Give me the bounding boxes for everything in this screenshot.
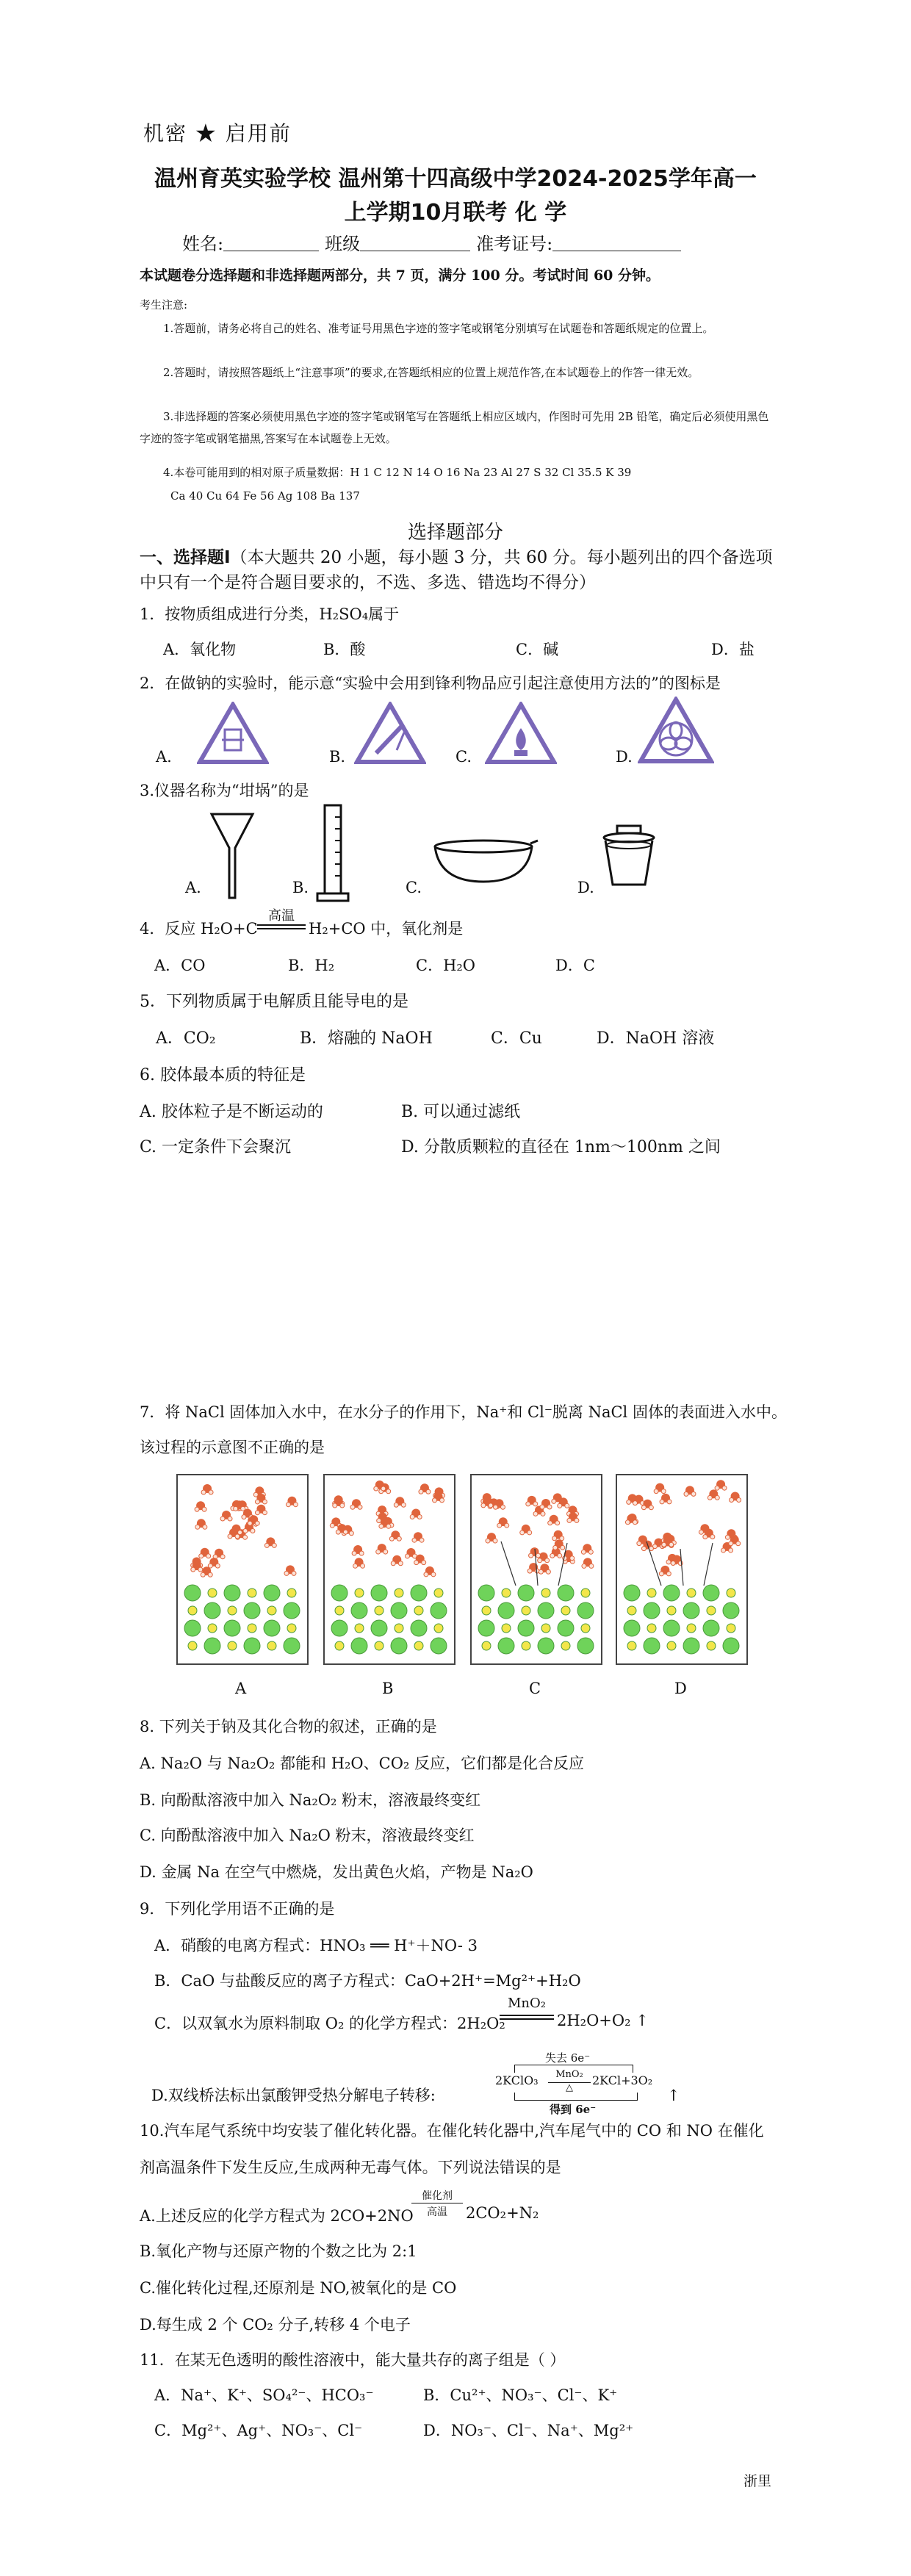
q10-option-c[interactable]: C.催化转化过程,还原剂是 NO,被氧化的是 CO — [140, 2279, 457, 2297]
q7-label-c: C — [529, 1680, 541, 1697]
water-molecule — [350, 1499, 362, 1509]
chloride-ion — [683, 1638, 699, 1654]
water-molecule — [376, 1544, 388, 1554]
chloride-ion — [498, 1602, 514, 1619]
section-title: 选择题部分 — [407, 522, 503, 544]
lower-bridge — [514, 2093, 638, 2101]
electron-gained-label: 得到 6e⁻ — [550, 2103, 597, 2116]
q4-reaction-arrow — [257, 924, 306, 926]
double-bridge-diagram — [494, 2050, 663, 2120]
sodium-ion — [561, 1606, 570, 1615]
page-footer: 浙里 — [743, 2473, 771, 2489]
chloride-ion — [538, 1602, 554, 1619]
sodium-ion — [375, 1606, 384, 1615]
chloride-ion — [331, 1585, 348, 1601]
water-molecule — [352, 1545, 364, 1555]
knife-icon — [354, 702, 426, 765]
dissolution-diagram — [325, 1475, 454, 1663]
water-molecule — [553, 1539, 565, 1550]
q7-diagram-d[interactable] — [616, 1474, 748, 1665]
water-molecule — [419, 1483, 431, 1494]
part-description: （本大题共 20 小题，每小题 3 分，共 60 分。每小题列出的四个备选项中只有一个是符合题目要求的，不选、多选、错选均不得分） — [140, 548, 773, 592]
sodium-ion — [395, 1624, 403, 1633]
q9-stem: 9．下列化学用语不正确的是 — [140, 1900, 335, 1918]
q9-c-eq-line2 — [500, 2018, 554, 2020]
dissolution-diagram — [178, 1475, 307, 1663]
q4-reaction-arrow2 — [257, 928, 306, 929]
water-molecule — [405, 1548, 417, 1558]
sodium-ion — [188, 1641, 197, 1650]
q4-option-c[interactable]: C．H₂O — [416, 957, 476, 974]
confidential-label: 机密 ★ 启用前 — [143, 121, 292, 145]
name-label: 姓名: — [182, 234, 224, 254]
chloride-ion — [624, 1585, 640, 1601]
chloride-ion — [264, 1585, 280, 1601]
chloride-ion — [703, 1620, 719, 1636]
chloride-ion — [264, 1620, 280, 1636]
q3-option-b[interactable]: B. — [292, 879, 309, 896]
electron-lost-label: 失去 6e⁻ — [545, 2051, 591, 2065]
chloride-ion — [411, 1620, 427, 1636]
water-molecule — [707, 1489, 719, 1500]
water-molecule — [552, 1530, 564, 1541]
part-label: 一、选择题Ⅰ — [140, 548, 231, 567]
sodium-ion — [727, 1589, 735, 1597]
chloride-ion — [518, 1585, 534, 1601]
sodium-ion — [287, 1624, 296, 1633]
q2-option-a[interactable]: A. — [156, 748, 172, 766]
chloride-ion — [577, 1638, 594, 1654]
chloride-ion — [663, 1620, 680, 1636]
q1-stem: 1．按物质组成进行分类，H₂SO₄属于 — [140, 605, 400, 623]
chloride-ion — [204, 1602, 220, 1619]
q5-stem: 5．下列物质属于电解质且能导电的是 — [140, 993, 408, 1011]
sodium-ion — [707, 1641, 716, 1650]
dissolution-diagram — [472, 1475, 601, 1663]
sodium-ion — [335, 1606, 344, 1615]
water-molecule — [374, 1481, 386, 1491]
water-molecule — [199, 1548, 211, 1558]
chloride-ion — [371, 1620, 387, 1636]
q1-option-c[interactable]: C．碱 — [516, 641, 559, 658]
q7-diagram-c[interactable] — [470, 1474, 602, 1665]
attraction-arrow — [501, 1541, 516, 1586]
water-molecule — [208, 1558, 220, 1568]
q6-option-b[interactable]: B. 可以通过滤纸 — [401, 1103, 521, 1121]
chloride-ion — [558, 1585, 574, 1601]
q2-stem: 2．在做钠的实验时，能示意“实验中会用到锋利物品应引起注意使用方法的”的图标是 — [140, 674, 721, 692]
note-1: 1.答题前，请务必将自己的姓名、准考证号用黑色字迹的签字笔或钢笔分别填写在试题卷和答题纸规定的位置上。 — [163, 322, 714, 335]
water-molecule — [220, 1511, 232, 1521]
q3-option-a[interactable]: A. — [185, 879, 201, 896]
sodium-ion — [667, 1641, 676, 1650]
water-molecule — [654, 1483, 666, 1494]
water-molecule — [684, 1486, 696, 1496]
q4-option-d[interactable]: D．C — [555, 957, 595, 974]
water-molecule — [213, 1549, 225, 1559]
water-molecule — [394, 1497, 406, 1507]
sodium-ion — [228, 1641, 237, 1650]
water-molecule — [581, 1544, 593, 1554]
d-heat: △ — [566, 2082, 573, 2093]
water-molecule — [527, 1563, 539, 1573]
sodium-ion — [188, 1606, 197, 1615]
q7-diagram-b[interactable] — [323, 1474, 455, 1665]
q6-option-d[interactable]: D. 分散质颗粒的直径在 1nm～100nm 之间 — [401, 1138, 721, 1156]
q5-option-d[interactable]: D．NaOH 溶液 — [597, 1029, 715, 1048]
eq-left: 2KClO₃ — [495, 2073, 539, 2087]
q6-option-c[interactable]: C. 一定条件下会聚沉 — [140, 1138, 292, 1156]
chloride-ion — [624, 1620, 640, 1636]
q8-option-a[interactable]: A. Na₂O 与 Na₂O₂ 都能和 H₂O、CO₂ 反应，它们都是化合反应 — [140, 1755, 585, 1772]
sodium-ion — [707, 1606, 716, 1615]
chloride-ion — [244, 1602, 260, 1619]
q9-c-eq-line1 — [500, 2015, 554, 2016]
q9-option-a[interactable]: A．硝酸的电离方程式：HNO₃ ══ H⁺＋NO- 3 — [154, 1937, 478, 1954]
chloride-ion — [284, 1602, 300, 1619]
q4-stem-pre: 4．反应 H₂O+C — [140, 920, 258, 938]
exam-summary: 本试题卷分选择题和非选择题两部分，共 7 页，满分 100 分。考试时间 60 分钟。 — [140, 267, 660, 284]
water-molecule — [195, 1519, 207, 1529]
page-title-line1: 温州育英实验学校 温州第十四高级中学2024-2025学年高一 — [154, 166, 757, 192]
attraction-arrow — [704, 1543, 713, 1586]
sodium-ion — [541, 1624, 550, 1633]
sodium-ion — [627, 1606, 636, 1615]
chloride-ion — [284, 1638, 300, 1654]
q9-option-c-pre[interactable]: C．以双氧水为原料制取 O₂ 的化学方程式：2H₂O₂ — [154, 2015, 505, 2032]
q1-option-a[interactable]: A．氧化物 — [163, 641, 237, 658]
q3-option-c[interactable]: C. — [406, 879, 422, 896]
q10-option-a-pre[interactable]: A.上述反应的化学方程式为 2CO+2NO — [140, 2207, 414, 2225]
class-label: 班级 — [325, 234, 361, 254]
q5-option-c[interactable]: C．Cu — [491, 1029, 542, 1048]
q3-stem: 3.仪器名称为“坩埚”的是 — [140, 782, 309, 799]
sodium-ion — [414, 1641, 423, 1650]
water-molecule — [548, 1515, 560, 1525]
water-molecule — [424, 1566, 436, 1577]
sodium-ion — [355, 1624, 364, 1633]
q11-option-c[interactable]: C．Mg²⁺、Ag⁺、NO₃⁻、Cl⁻ — [154, 2422, 363, 2439]
chloride-ion — [478, 1585, 494, 1601]
eq-right: 2KCl+3O₂ — [592, 2073, 653, 2087]
student-info-fields — [182, 229, 687, 255]
chloride-ion — [224, 1585, 240, 1601]
q4-stem-post: H₂+CO 中，氧化剂是 — [309, 920, 464, 938]
chloride-ion — [184, 1620, 201, 1636]
q8-option-b[interactable]: B. 向酚酞溶液中加入 Na₂O₂ 粉末，溶液最终变红 — [140, 1791, 481, 1809]
sodium-ion — [541, 1589, 550, 1597]
exam-no-label: 准考证号: — [476, 234, 553, 254]
q8-stem: 8. 下列关于钠及其化合物的叙述，正确的是 — [140, 1718, 437, 1735]
sodium-ion — [228, 1606, 237, 1615]
water-molecule — [486, 1533, 497, 1543]
q7-label-d: D — [674, 1680, 687, 1697]
sodium-ion — [647, 1589, 656, 1597]
sodium-ion — [335, 1641, 344, 1650]
note-2: 2.答题时，请按照答题纸上“注意事项”的要求,在答题纸相应的位置上规范作答,在本试题卷上的作答一律无效。 — [163, 366, 699, 379]
chloride-ion — [351, 1638, 367, 1654]
q7-stem-line1: 7．将 NaCl 固体加入水中，在水分子的作用下，Na⁺和 Cl⁻脱离 NaCl 固体的表面进入水中。 — [140, 1403, 787, 1421]
sodium-ion — [395, 1589, 403, 1597]
water-molecule — [353, 1558, 365, 1568]
q10-option-b[interactable]: B.氧化产物与还原产物的个数之比为 2:1 — [140, 2242, 417, 2260]
chloride-ion — [478, 1620, 494, 1636]
chloride-ion — [577, 1602, 594, 1619]
q10-a-catalyst: 催化剂 — [422, 2190, 453, 2202]
sodium-ion — [434, 1589, 443, 1597]
chloride-ion — [351, 1602, 367, 1619]
part-heading — [140, 545, 786, 595]
water-molecule — [255, 1505, 267, 1515]
sodium-ion — [208, 1589, 217, 1597]
funnel-icon — [209, 811, 256, 901]
sharp-objects-icon — [197, 702, 269, 765]
chloride-ion — [538, 1638, 554, 1654]
chloride-ion — [411, 1585, 427, 1601]
crucible-icon — [599, 823, 658, 891]
flame-icon — [485, 702, 557, 765]
chloride-ion — [558, 1620, 574, 1636]
water-molecule — [412, 1532, 424, 1542]
q7-stem-line2: 该过程的示意图不正确的是 — [140, 1439, 325, 1456]
water-molecule — [540, 1499, 552, 1509]
water-molecule — [201, 1484, 213, 1494]
sodium-ion — [375, 1641, 384, 1650]
notes-heading: 考生注意: — [140, 298, 188, 312]
sodium-ion — [248, 1624, 256, 1633]
q9-option-c-post: 2H₂O+O₂ ↑ — [557, 2012, 649, 2029]
water-molecule — [660, 1494, 671, 1504]
sodium-ion — [482, 1641, 491, 1650]
q11-stem: 11．在某无色透明的酸性溶液中，能大量共存的离子组是（ ） — [140, 2351, 566, 2369]
sodium-ion — [502, 1624, 511, 1633]
water-molecule — [389, 1530, 401, 1541]
chloride-ion — [498, 1638, 514, 1654]
graduated-cylinder-icon — [314, 802, 353, 905]
sodium-ion — [414, 1606, 423, 1615]
sodium-ion — [522, 1641, 530, 1650]
q9-c-catalyst: MnO₂ — [508, 1996, 546, 2011]
q9-d-arrow: ↑ — [667, 2087, 680, 2104]
q2-option-d[interactable]: D. — [616, 748, 633, 766]
chloride-ion — [431, 1602, 447, 1619]
q5-option-b[interactable]: B．熔融的 NaOH — [300, 1029, 433, 1048]
sodium-ion — [687, 1589, 696, 1597]
q6-option-a[interactable]: A. 胶体粒子是不断运动的 — [140, 1103, 323, 1121]
chloride-ion — [644, 1602, 660, 1619]
chloride-ion — [431, 1638, 447, 1654]
water-molecule — [264, 1537, 276, 1547]
q9-option-b[interactable]: B．CaO 与盐酸反应的离子方程式：CaO+2H⁺=Mg²⁺+H₂O — [154, 1972, 581, 1990]
sodium-ion — [267, 1641, 276, 1650]
sodium-ion — [482, 1606, 491, 1615]
chloride-ion — [331, 1620, 348, 1636]
sodium-ion — [267, 1606, 276, 1615]
sodium-ion — [727, 1624, 735, 1633]
chloride-ion — [663, 1585, 680, 1601]
water-molecule — [497, 1517, 509, 1528]
sodium-ion — [581, 1589, 590, 1597]
note-3: 3.非选择题的答案必须使用黑色字迹的签字笔或钢笔写在答题纸上相应区域内，作图时可先用 2B 铅笔，确定后必须使用黑色字迹的签字笔或钢笔描黑,答案写在本试题卷上无效。 — [140, 410, 769, 445]
q11-option-a[interactable]: A．Na⁺、K⁺、SO₄²⁻、HCO₃⁻ — [154, 2386, 374, 2404]
chloride-ion — [244, 1638, 260, 1654]
chloride-ion — [723, 1638, 739, 1654]
q2-option-b[interactable]: B. — [329, 748, 346, 766]
water-molecule — [539, 1564, 550, 1574]
water-molecule — [286, 1497, 298, 1507]
q4-option-b[interactable]: B．H₂ — [288, 957, 335, 974]
chloride-ion — [723, 1602, 739, 1619]
sodium-ion — [208, 1624, 217, 1633]
chloride-ion — [204, 1638, 220, 1654]
q8-option-c[interactable]: C. 向酚酞溶液中加入 Na₂O 粉末，溶液最终变红 — [140, 1827, 475, 1844]
chloride-ion — [371, 1585, 387, 1601]
chloride-ion — [703, 1585, 719, 1601]
q9-option-d-pre[interactable]: D.双线桥法标出氯酸钾受热分解电子转移: — [151, 2087, 436, 2104]
q7-label-a: A — [235, 1680, 247, 1697]
page-title-line2: 上学期10月联考 化 学 — [344, 200, 567, 226]
exam-no-blank[interactable] — [552, 234, 681, 251]
chloride-ion — [644, 1638, 660, 1654]
water-molecule — [284, 1565, 296, 1575]
q6-stem: 6. 胶体最本质的特征是 — [140, 1066, 306, 1084]
sodium-ion — [561, 1641, 570, 1650]
q11-option-b[interactable]: B．Cu²⁺、NO₃⁻、Cl⁻、K⁺ — [423, 2386, 618, 2404]
sodium-ion — [687, 1624, 696, 1633]
sodium-ion — [502, 1589, 511, 1597]
q2-option-c[interactable]: C. — [455, 748, 472, 766]
class-blank[interactable] — [360, 234, 470, 251]
water-molecule — [582, 1558, 594, 1568]
sodium-ion — [434, 1624, 443, 1633]
q10-option-d[interactable]: D.每生成 2 个 CO₂ 分子,转移 4 个电子 — [140, 2316, 411, 2334]
attraction-arrow — [680, 1549, 683, 1586]
sodium-ion — [667, 1606, 676, 1615]
q10-stem-line1: 10.汽车尾气系统中均安装了催化转化器。在催化转化器中,汽车尾气中的 CO 和 NO 在催化 — [140, 2122, 764, 2140]
q8-option-d[interactable]: D. 金属 Na 在空气中燃烧，发出黄色火焰，产物是 Na₂O — [140, 1863, 533, 1881]
sodium-ion — [647, 1624, 656, 1633]
water-molecule — [659, 1566, 671, 1576]
d-catalyst: MnO₂ — [555, 2069, 583, 2080]
water-molecule — [195, 1501, 206, 1511]
water-molecule — [520, 1525, 532, 1535]
water-molecule — [715, 1480, 727, 1490]
water-molecule — [410, 1508, 422, 1519]
q4-option-a[interactable]: A．CO — [154, 957, 206, 974]
chloride-ion — [224, 1620, 240, 1636]
dissolution-diagram — [617, 1475, 746, 1663]
chloride-ion — [518, 1620, 534, 1636]
q3-option-d[interactable]: D. — [577, 879, 594, 896]
q10-a-condition: 高温 — [427, 2206, 447, 2218]
sodium-ion — [355, 1589, 364, 1597]
water-molecule — [526, 1496, 538, 1506]
sodium-ion — [248, 1589, 256, 1597]
chloride-ion — [184, 1585, 201, 1601]
evaporating-dish-icon — [431, 838, 541, 886]
water-molecule — [730, 1492, 741, 1502]
q7-diagram-a[interactable] — [176, 1474, 309, 1665]
q5-option-a[interactable]: A．CO₂ — [156, 1029, 216, 1048]
sodium-ion — [522, 1606, 530, 1615]
q10-option-a-post: 2CO₂+N₂ — [466, 2204, 539, 2222]
sodium-ion — [287, 1589, 296, 1597]
fan-icon — [638, 697, 714, 764]
q10-stem-line2: 剂高温条件下发生反应,生成两种无毒气体。下列说法错误的是 — [140, 2159, 561, 2176]
chloride-ion — [391, 1602, 407, 1619]
q11-option-d[interactable]: D．NO₃⁻、Cl⁻、Na⁺、Mg²⁺ — [423, 2422, 634, 2439]
q1-option-d[interactable]: D．盐 — [711, 641, 755, 658]
sodium-ion — [627, 1641, 636, 1650]
note-4: 4.本卷可能用到的相对原子质量数据：H 1 C 12 N 14 O 16 Na 23 Al 27 S 32 Cl 35.5 K 39 — [163, 466, 632, 479]
q1-option-b[interactable]: B．酸 — [323, 641, 366, 658]
q4-condition: 高温 — [268, 908, 295, 924]
note-4-cont: Ca 40 Cu 64 Fe 56 Ag 108 Ba 137 — [170, 489, 360, 503]
sodium-ion — [581, 1624, 590, 1633]
q7-label-b: B — [382, 1680, 394, 1697]
chloride-ion — [683, 1602, 699, 1619]
name-blank[interactable] — [223, 234, 319, 251]
chloride-ion — [391, 1638, 407, 1654]
water-molecule — [391, 1555, 403, 1566]
